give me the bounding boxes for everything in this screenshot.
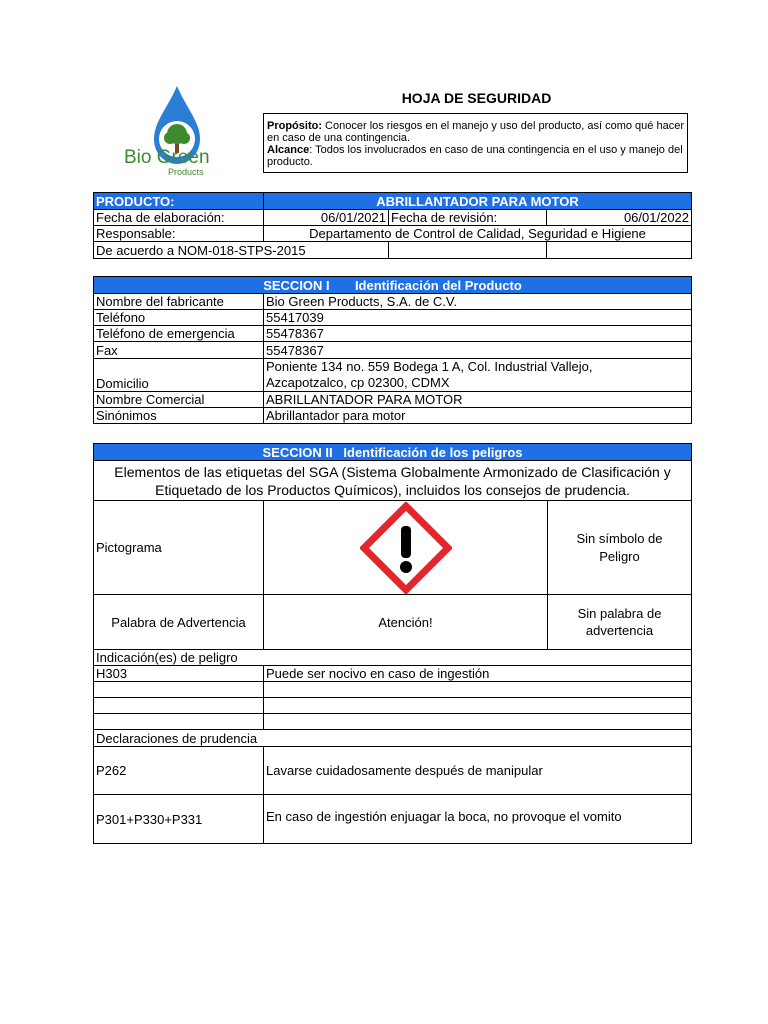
address-line-2: Azcapotzalco, cp 02300, CDMX xyxy=(266,375,450,390)
no-symbol-line-1: Sin símbolo de xyxy=(576,530,663,546)
empty-cell xyxy=(547,242,692,259)
sga-intro-line-1: Elementos de las etiquetas del SGA (Sistema Globalmente Armonizado de Clasificación y xyxy=(114,463,671,480)
address-line-1: Poniente 134 no. 559 Bodega 1 A, Col. Industrial Vallejo, xyxy=(266,359,593,374)
section-2-heading: SECCION II Identificación de los peligros xyxy=(94,444,692,461)
responsible-label: Responsable: xyxy=(94,226,264,242)
empty-cell xyxy=(389,242,547,259)
logo-brand: Bio Green xyxy=(124,147,210,168)
section-2-table xyxy=(93,443,692,844)
empty-cell xyxy=(264,698,692,714)
synonyms-value: Abrillantador para motor xyxy=(264,408,692,424)
sga-intro-line-2: Etiquetado de los Productos Químicos), incluidos los consejos de prudencia. xyxy=(155,481,630,498)
no-warning-word-cell xyxy=(548,595,692,650)
manufacturer-value: Bio Green Products, S.A. de C.V. xyxy=(264,294,692,310)
section-1-heading: SECCION I Identificación del Producto xyxy=(94,277,692,294)
no-symbol-cell xyxy=(548,501,692,595)
fax-label: Fax xyxy=(94,342,264,359)
hazard-text: Puede ser nocivo en caso de ingestión xyxy=(264,666,692,682)
sga-intro xyxy=(94,461,692,501)
revision-date: 06/01/2022 xyxy=(547,210,692,226)
hazard-code: H303 xyxy=(94,666,264,682)
purpose-label: Propósito: xyxy=(267,120,322,132)
pictogram-cell xyxy=(264,501,548,595)
address-label: Domicilio xyxy=(94,359,264,392)
no-word-line-2: advertencia xyxy=(585,623,654,638)
purpose-text: Conocer los riesgos en el manejo y uso del producto, así como qué hacer en caso de una contingencia. xyxy=(267,120,684,144)
purpose-box xyxy=(263,113,688,173)
warning-word-label: Palabra de Advertencia xyxy=(94,595,264,650)
product-label: PRODUCTO: xyxy=(94,193,264,210)
empty-cell xyxy=(264,714,692,730)
address-value xyxy=(264,359,692,392)
product-name: ABRILLANTADOR PARA MOTOR xyxy=(264,193,692,210)
phone-label: Teléfono xyxy=(94,310,264,326)
document-title: HOJA DE SEGURIDAD xyxy=(401,90,552,106)
synonyms-label: Sinónimos xyxy=(94,408,264,424)
elaboration-label: Fecha de elaboración: xyxy=(94,210,264,226)
empty-cell xyxy=(94,714,264,730)
elaboration-date: 06/01/2021 xyxy=(264,210,389,226)
trade-name-label: Nombre Comercial xyxy=(94,392,264,408)
prudence-code: P262 xyxy=(94,747,264,795)
empty-cell xyxy=(264,682,692,698)
section-1-table xyxy=(93,276,692,424)
no-symbol-line-2: Peligro xyxy=(599,548,640,564)
trade-name-value: ABRILLANTADOR PARA MOTOR xyxy=(264,392,692,408)
prudence-statements-label: Declaraciones de prudencia xyxy=(94,730,692,747)
logo-sub: Products xyxy=(168,167,204,177)
empty-cell xyxy=(94,698,264,714)
warning-word-value: Atención! xyxy=(264,595,548,650)
hazard-statements-label: Indicación(es) de peligro xyxy=(94,650,692,666)
scope-text: : Todos los involucrados en caso de una contingencia en el uso y manejo del producto. xyxy=(267,144,683,168)
product-table xyxy=(93,192,692,259)
prudence-text: En caso de ingestión enjuagar la boca, no provoque el vomito xyxy=(264,795,692,844)
empty-cell xyxy=(94,682,264,698)
norm-reference: De acuerdo a NOM-018-STPS-2015 xyxy=(94,242,389,259)
pictogram-label: Pictograma xyxy=(94,501,264,595)
manufacturer-label: Nombre del fabricante xyxy=(94,294,264,310)
no-word-line-1: Sin palabra de xyxy=(577,606,662,621)
responsible-value: Departamento de Control de Calidad, Seguridad e Higiene xyxy=(264,226,692,242)
emergency-phone-value: 55478367 xyxy=(264,326,692,342)
scope-label: Alcance xyxy=(267,144,310,156)
revision-label: Fecha de revisión: xyxy=(389,210,547,226)
prudence-text: Lavarse cuidadosamente después de manipular xyxy=(264,747,692,795)
exclamation-pictogram-icon xyxy=(360,502,452,594)
phone-value: 55417039 xyxy=(264,310,692,326)
fax-value: 55478367 xyxy=(264,342,692,359)
emergency-phone-label: Teléfono de emergencia xyxy=(94,326,264,342)
prudence-code: P301+P330+P331 xyxy=(94,795,264,844)
